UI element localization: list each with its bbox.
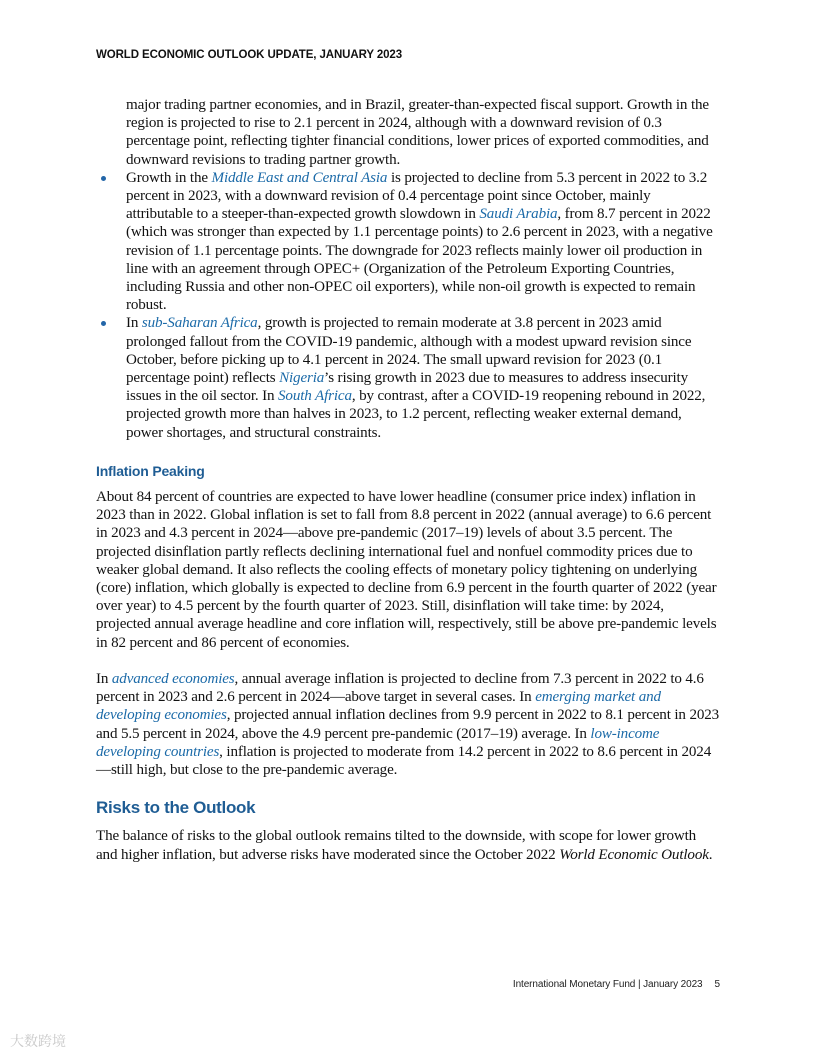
text-run: In — [96, 670, 112, 687]
text-run: major trading partner economies, and in Brazil, greater-than-expected fiscal support. Growth in the region is projected to rise to 2.1 percent in 2024, although with a downward revision of 0.3 percentage point, reflecting tighter financial conditions, lower prices of exported commodities, and downward revisions to trading partner growth. — [126, 97, 709, 168]
inline-link[interactable]: advanced economies — [111, 670, 235, 687]
page-footer — [513, 979, 720, 990]
text-run: , from 8.7 percent in 2022 (which was stronger than expected by 1.1 percentage points) to 2.6 percent in 2023, with a negative revision of 1.1 percentage points. The downgrade for 2023 reflects mainly lower oil production in line with an agreement through OPEC+ (Organization of the Petroleum Exporting Countries, including Russia and other non-OPEC oil exporters), while non-oil growth is expected to remain robust. — [126, 206, 713, 314]
italic-title: World Economic Outlook — [559, 846, 709, 863]
text-run: ’s rising growth in 2023 due to measures to address insecurity issues in the oil sector. In — [126, 370, 688, 405]
risks-heading: Risks to the Outlook — [96, 798, 256, 818]
text-run: , inflation is projected to moderate from 14.2 percent in 2022 to 8.6 percent in 2024—still high, but close to the pre-pandemic average. — [96, 743, 712, 778]
bullet-text — [126, 170, 713, 313]
bullet-text — [126, 97, 709, 168]
text-run: . — [708, 846, 713, 863]
bullet-marker — [101, 176, 106, 181]
bullet-item-sub-saharan-africa — [96, 314, 720, 441]
bullet-marker — [101, 321, 106, 326]
inline-link[interactable]: sub-Saharan Africa — [141, 315, 258, 332]
bullet-text — [126, 315, 705, 440]
watermark-logo: 大数跨境 — [10, 1034, 66, 1050]
running-header: WORLD ECONOMIC OUTLOOK UPDATE, JANUARY 2023 — [96, 49, 403, 61]
inline-link[interactable]: Saudi Arabia — [479, 206, 558, 223]
bullet-item-middle-east-central-asia — [96, 169, 720, 315]
page-number: 5 — [714, 979, 720, 990]
regional-bullet-list — [96, 96, 720, 442]
inline-link[interactable]: South Africa — [278, 388, 352, 405]
inline-link[interactable]: Middle East and Central Asia — [211, 169, 388, 186]
text-run: , annual average inflation is projected to decline from 7.3 percent in 2022 to 4.6 percent in 2023 and 2.6 percent in 2024—above target in several cases. In — [96, 670, 704, 706]
footer-source: International Monetary Fund | January 2023 — [512, 979, 703, 990]
inline-link[interactable]: Nigeria — [279, 370, 325, 387]
inflation-paragraph-regional — [96, 670, 720, 779]
inline-link[interactable]: emerging market and developing economies — [96, 689, 661, 724]
risks-paragraph — [96, 827, 720, 863]
text-run: The balance of risks to the global outlook remains tilted to the downside, with scope for lower growth and higher inflation, but adverse risks have moderated since the October 2022 — [96, 828, 697, 863]
inflation-heading: Inflation Peaking — [96, 462, 205, 479]
text-run: , by contrast, after a COVID-19 reopening rebound in 2022, projected growth more than halves in 2023, to 1.2 percent, reflecting weaker external demand, power shortages, and structural constraints. — [126, 388, 706, 441]
main-content — [96, 96, 720, 882]
text-run: , projected annual inflation declines from 9.9 percent in 2022 to 8.1 percent in 2023 and 5.5 percent in 2024, above the 4.9 percent pre-pandemic (2017–19) average. In — [96, 707, 720, 742]
bullet-item-latin-america-continued — [96, 96, 720, 169]
inline-link[interactable]: low-income developing countries — [96, 725, 660, 760]
text-run: , growth is projected to remain moderate at 3.8 percent in 2023 amid prolonged fallout from the COVID-19 pandemic, although with a modest upward revision since October, before picking up to 4.1 percent in 2024. The small upward revision for 2023 (0.1 percentage point) reflects — [126, 315, 692, 387]
text-run: is projected to decline from 5.3 percent in 2022 to 3.2 percent in 2023, with a downward revision of 0.4 percentage point since October, mainly attributable to a steeper-than-expected growth slowdown in — [126, 169, 708, 223]
text-run: In — [126, 315, 142, 332]
text-run: About 84 percent of countries are expected to have lower headline (consumer price index) inflation in 2023 than in 2022. Global inflation is set to fall from 8.8 percent in 2022 (annual average) to 6.6 percent in 2023 and 4.3 percent in 2024—above pre-pandemic (2017–19) levels of about 3.5 percent. The projected disinflation partly reflects declining international fuel and nonfuel commodity prices due to weaker global demand. It also reflects the cooling effects of monetary policy tightening on underlying (core) inflation, which globally is expected to decline from 6.9 percent in the fourth quarter of 2022 (year over year) to 4.5 percent by the fourth quarter of 2023. Still, disinflation will take time: by 2024, projected annual average headline and core inflation will, respectively, still be above pre-pandemic levels in 82 percent and 86 percent of economies. — [96, 489, 717, 651]
text-run: Growth in the — [126, 169, 212, 186]
inflation-paragraph-global — [96, 488, 720, 652]
